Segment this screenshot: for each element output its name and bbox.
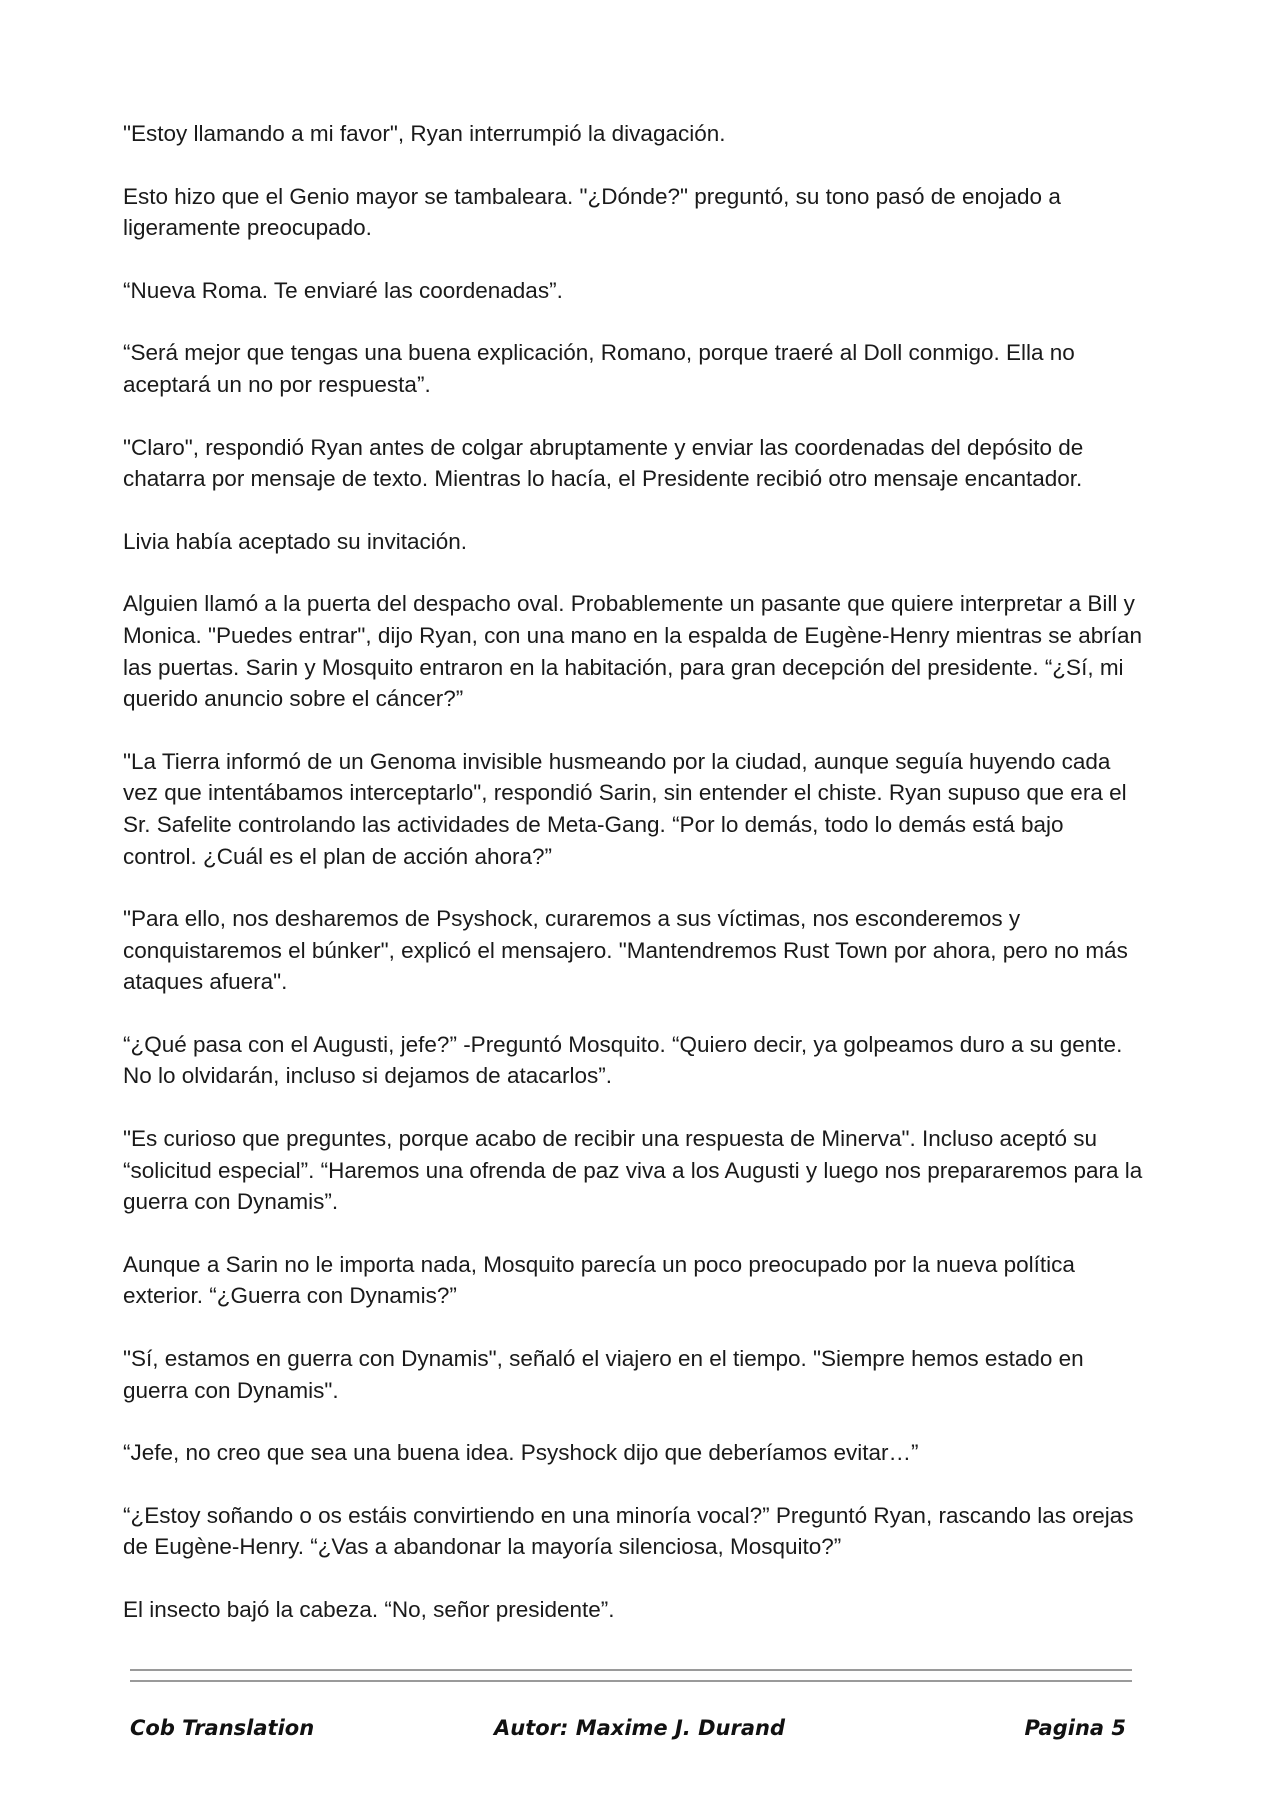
paragraph: “¿Qué pasa con el Augusti, jefe?” -Preguntó Mosquito. “Quiero decir, ya golpeamos duro a su gente. No lo olvidarán, incluso si dejamos de atacarlos”. — [123, 1031, 1123, 1089]
footer-divider-top — [130, 1669, 1132, 1671]
footer-translator: Cob Translation — [130, 1716, 315, 1740]
page-footer — [130, 1716, 1126, 1746]
page-body — [123, 118, 1143, 1657]
paragraph: Aunque a Sarin no le importa nada, Mosquito parecía un poco preocupado por la nueva política exterior. “¿Guerra con Dynamis?” — [123, 1251, 1075, 1309]
paragraph: “Nueva Roma. Te enviaré las coordenadas”. — [123, 277, 563, 303]
paragraph: “¿Estoy soñando o os estáis convirtiendo en una minoría vocal?” Preguntó Ryan, rascando las orejas de Eugène-Henry. “¿Vas a abandonar la mayoría silenciosa, Mosquito?” — [123, 1502, 1134, 1560]
paragraph: "Para ello, nos desharemos de Psyshock, curaremos a sus víctimas, nos esconderemos y conquistaremos el búnker", explicó el mensajero. "Mantendremos Rust Town por ahora, pero no más ataques afuera". — [123, 906, 1128, 995]
paragraph: "Estoy llamando a mi favor", Ryan interrumpió la divagación. — [123, 121, 726, 146]
paragraph: Esto hizo que el Genio mayor se tambaleara. "¿Dónde?" preguntó, su tono pasó de enojado a ligeramente preocupado. — [123, 183, 1061, 241]
paragraph: "Sí, estamos en guerra con Dynamis", señaló el viajero en el tiempo. "Siempre hemos estado en guerra con Dynamis". — [123, 1346, 1084, 1403]
paragraph: “Jefe, no creo que sea una buena idea. Psyshock dijo que deberíamos evitar…” — [123, 1440, 919, 1466]
paragraph: "Es curioso que preguntes, porque acabo de recibir una respuesta de Minerva". Incluso aceptó su “solicitud especial”. “Haremos una ofrenda de paz viva a los Augusti y luego nos prepararemos para la guerra con Dynamis”. — [123, 1126, 1143, 1215]
paragraph: El insecto bajó la cabeza. “No, señor presidente”. — [123, 1597, 615, 1622]
paragraph: Alguien llamó a la puerta del despacho oval. Probablemente un pasante que quiere interpretar a Bill y Monica. "Puedes entrar", dijo Ryan, con una mano en la espalda de Eugène-Henry mientras se abrían las puertas. Sarin y Mosquito entraron en la habitación, para gran decepción del presidente. “¿Sí, mi querido anuncio sobre el cáncer?” — [123, 591, 1143, 712]
paragraph: Livia había aceptado su invitación. — [123, 528, 467, 554]
paragraph: “Será mejor que tengas una buena explicación, Romano, porque traeré al Doll conmigo. Ella no aceptará un no por respuesta”. — [123, 340, 1075, 397]
footer-page-number: Pagina 5 — [1024, 1716, 1126, 1740]
paragraph: "La Tierra informó de un Genoma invisible husmeando por la ciudad, aunque seguía huyendo cada vez que intentábamos interceptarlo", respondió Sarin, sin entender el chiste. Ryan supuso que era el Sr. Safelite controlando las actividades de Meta-Gang. “Por lo demás, todo lo demás está bajo control. ¿Cuál es el plan de acción ahora?” — [123, 748, 1127, 869]
footer-divider-bottom — [130, 1680, 1132, 1682]
paragraph: "Claro", respondió Ryan antes de colgar abruptamente y enviar las coordenadas del depósito de chatarra por mensaje de texto. Mientras lo hacía, el Presidente recibió otro mensaje encantador. — [123, 434, 1084, 492]
footer-author: Autor: Maxime J. Durand — [494, 1716, 785, 1740]
